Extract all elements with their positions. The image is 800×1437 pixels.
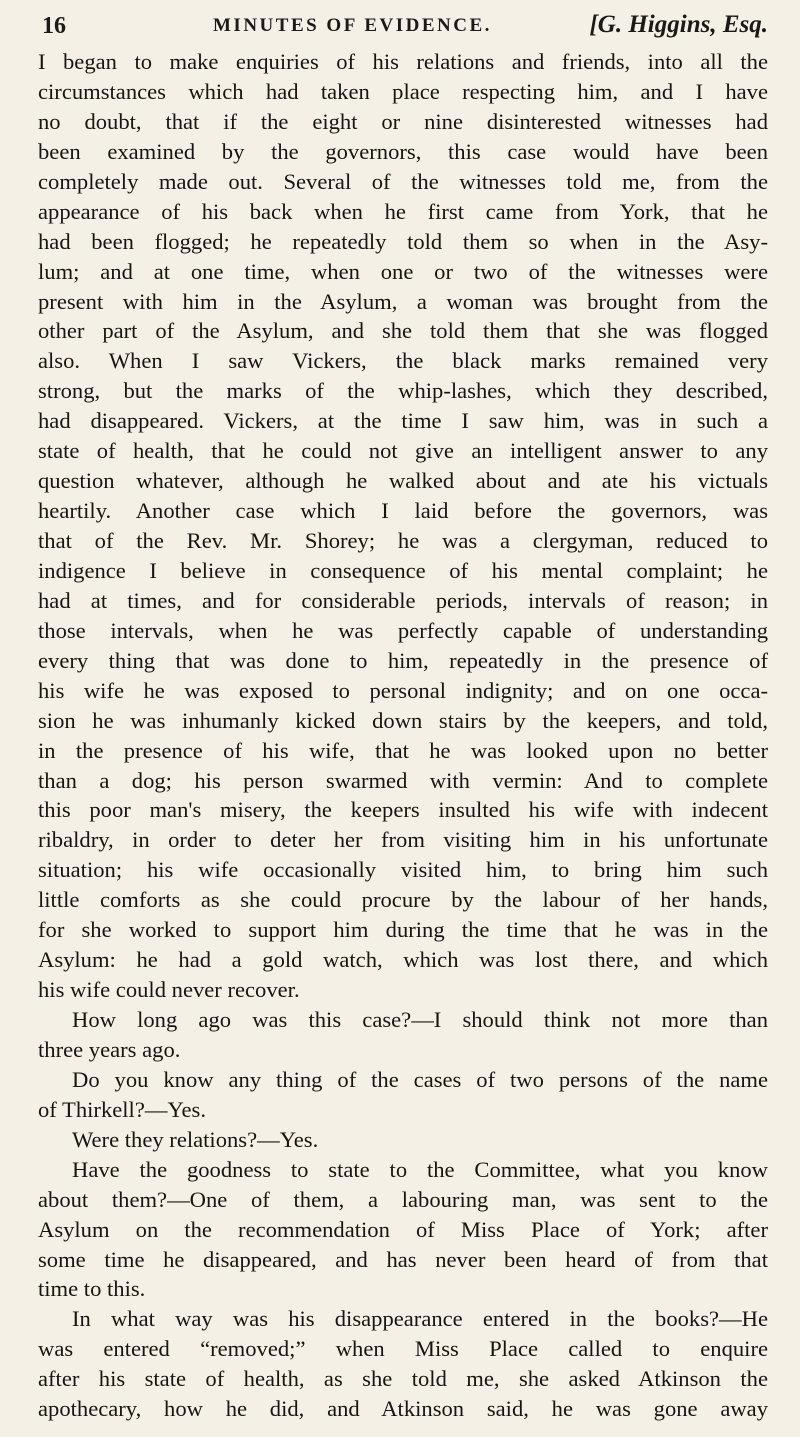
page-header — [38, 0, 768, 44]
header-witness-name: [G. Higgins, Esq. — [589, 11, 768, 38]
text-line: strong, but the marks of the whip-lashes, which they described, — [38, 378, 768, 404]
question-line: In what way was his disappearance entered in the books?—He — [72, 1306, 768, 1332]
text-line: Asylum: he had a gold watch, which was lost there, and which — [38, 947, 768, 973]
text-line: than a dog; his person swarmed with vermin: And to complete — [38, 767, 768, 793]
answer-line: some time he disappeared, and has never been heard of from that — [38, 1246, 768, 1272]
question-line: How long ago was this case?—I should think not more than — [72, 1007, 768, 1032]
answer-line: of Thirkell?—Yes. — [38, 1096, 206, 1122]
text-line: state of health, that he could not give an intelligent answer to any — [38, 438, 768, 464]
text-line: had been flogged; he repeatedly told them so when in the Asy- — [38, 228, 768, 254]
question-line: Do you know any thing of the cases of two persons of the name — [72, 1066, 768, 1092]
text-line: his wife he was exposed to personal indignity; and on one occa- — [38, 677, 768, 703]
text-line: in the presence of his wife, that he was looked upon no better — [38, 737, 768, 763]
text-line: circumstances which had taken place respecting him, and I have — [38, 78, 768, 104]
text-line: completely made out. Several of the witnesses told me, from the — [38, 168, 768, 194]
text-line: those intervals, when he was perfectly capable of understanding — [38, 617, 768, 643]
running-head: MINUTES OF EVIDENCE. — [213, 15, 492, 36]
text-line: been examined by the governors, this case would have been — [38, 138, 768, 164]
text-line: present with him in the Asylum, a woman was brought from the — [38, 288, 768, 314]
question-line: Were they relations?—Yes. — [72, 1126, 319, 1152]
text-line: no doubt, that if the eight or nine disinterested witnesses had — [38, 108, 768, 134]
text-line: little comforts as she could procure by the labour of her hands, — [38, 887, 768, 913]
text-line: appearance of his back when he first came from York, that he — [38, 198, 768, 224]
text-line: ribaldry, in order to deter her from visiting him in his unfortunate — [38, 827, 768, 853]
answer-line: after his state of health, as she told me, she asked Atkinson the — [38, 1366, 768, 1392]
text-line: also. When I saw Vickers, the black marks remained very — [38, 348, 768, 374]
text-line: had disappeared. Vickers, at the time I saw him, was in such a — [38, 408, 768, 434]
text-line: every thing that was done to him, repeatedly in the presence of — [38, 647, 768, 673]
evidence-text — [38, 47, 768, 1422]
text-line: for she worked to support him during the time that he was in the — [38, 917, 768, 943]
answer-line: about them?—One of them, a labouring man, was sent to the — [38, 1186, 768, 1212]
text-line: other part of the Asylum, and she told them that she was flogged — [38, 318, 768, 344]
text-line: that of the Rev. Mr. Shorey; he was a clergyman, reduced to — [38, 528, 768, 553]
text-line: I began to make enquiries of his relations and friends, into all the — [38, 49, 768, 74]
answer-line: Asylum on the recommendation of Miss Place of York; after — [38, 1216, 768, 1242]
text-line: indigence I believe in consequence of his mental complaint; he — [38, 557, 768, 583]
text-line: this poor man's misery, the keepers insulted his wife with indecent — [38, 797, 768, 823]
answer-line: was entered “removed;” when Miss Place called to enquire — [38, 1336, 768, 1362]
text-line: had at times, and for considerable periods, intervals of reason; in — [38, 587, 768, 613]
page-number: 16 — [42, 13, 66, 39]
text-line: sion he was inhumanly kicked down stairs by the keepers, and told, — [38, 707, 768, 733]
answer-line: apothecary, how he did, and Atkinson said, he was gone away — [38, 1396, 768, 1422]
answer-line: time to this. — [38, 1276, 146, 1302]
text-line: lum; and at one time, when one or two of the witnesses were — [38, 258, 768, 284]
text-line: his wife could never recover. — [38, 977, 300, 1003]
text-line: heartily. Another case which I laid before the governors, was — [38, 498, 768, 524]
text-line: question whatever, although he walked about and ate his victuals — [38, 468, 768, 494]
text-line: situation; his wife occasionally visited him, to bring him such — [38, 857, 768, 883]
answer-line: three years ago. — [38, 1036, 181, 1062]
question-line: Have the goodness to state to the Committee, what you know — [72, 1156, 768, 1182]
